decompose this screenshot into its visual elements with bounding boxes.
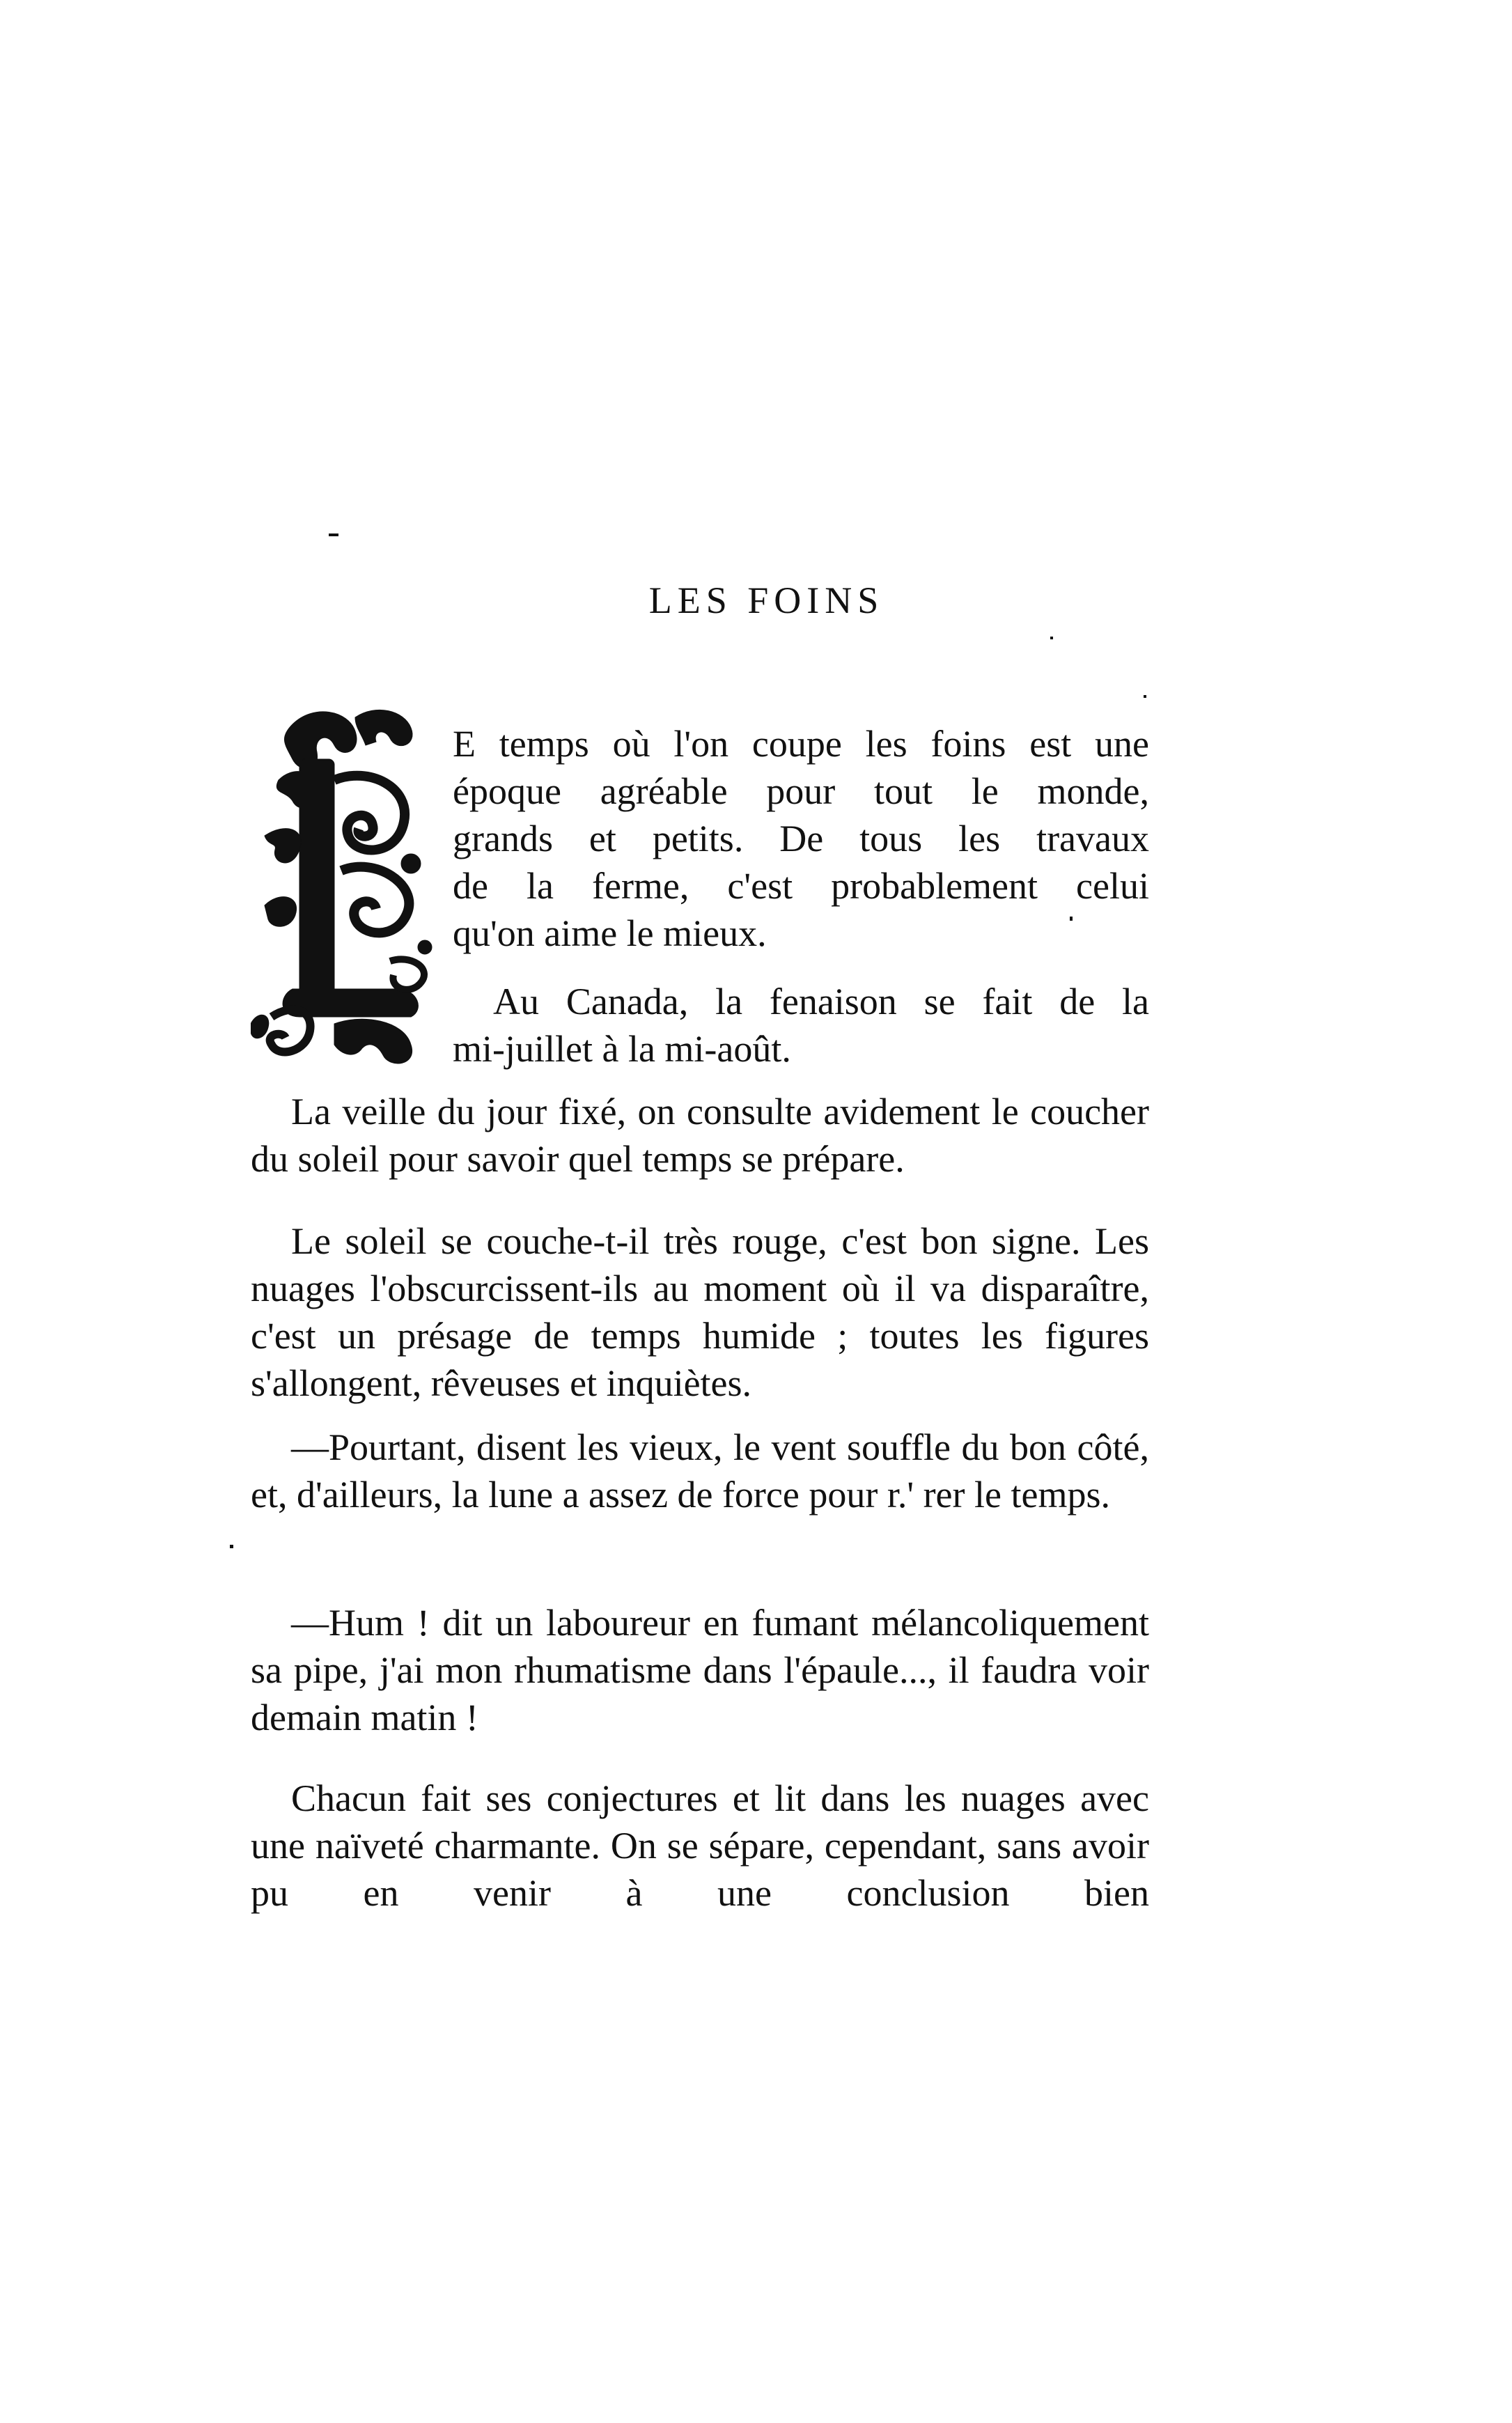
paragraph-veille — [251, 1088, 1149, 1183]
ink-speck — [1050, 637, 1053, 639]
paragraph: Le soleil se couche-t-il très rouge, c'est bon signe. Les nuages l'obscurcissent-ils au moment où il va disparaître, c'est un présage de temps humide ; toutes les figures s'allongent, rêveuses et inquiètes. — [251, 1220, 1149, 1404]
text-line: E temps où l'on coupe les foins est une — [453, 723, 1149, 765]
text-line: Au Canada, la fenaison se fait de la — [493, 981, 1149, 1022]
text-line: de la ferme, c'est probablement celui — [453, 865, 1149, 907]
canada-paragraph — [453, 978, 1149, 1073]
text-line: qu'on aime le mieux. — [453, 912, 767, 954]
chapter-title: LES FOINS — [648, 579, 884, 621]
paragraph: —Pourtant, disent les vieux, le vent souffle du bon côté, et, d'ailleurs, la lune a assez de force pour r.' rer le temps. — [251, 1426, 1149, 1516]
paragraph-soleil — [251, 1217, 1149, 1407]
paragraph: La veille du jour fixé, on consulte avidement le coucher du soleil pour savoir quel temps se prépare. — [251, 1091, 1149, 1180]
ornamental-initial-letter-icon — [251, 696, 439, 1073]
paragraph-hum — [251, 1599, 1149, 1741]
text-line: mi-juillet à la mi-août. — [453, 1028, 791, 1070]
text-line: époque agréable pour tout le monde, — [453, 770, 1149, 812]
ink-speck — [230, 1545, 233, 1548]
drop-cap-paragraph — [453, 720, 1149, 957]
ink-speck — [1144, 695, 1146, 698]
paragraph: —Hum ! dit un laboureur en fumant mélancoliquement sa pipe, j'ai mon rhumatisme dans l'épaule..., il faudra voir demain matin ! — [251, 1602, 1149, 1738]
paragraph-pourtant — [251, 1424, 1149, 1518]
ink-speck — [329, 533, 338, 536]
text-line: grands et petits. De tous les travaux — [453, 818, 1149, 859]
paragraph-chacun — [251, 1775, 1149, 1917]
paragraph: Chacun fait ses conjectures et lit dans les nuages avec une naïveté charmante. On se sépare, cependant, sans avoir pu en venir à une conclusion bien — [251, 1777, 1149, 1914]
